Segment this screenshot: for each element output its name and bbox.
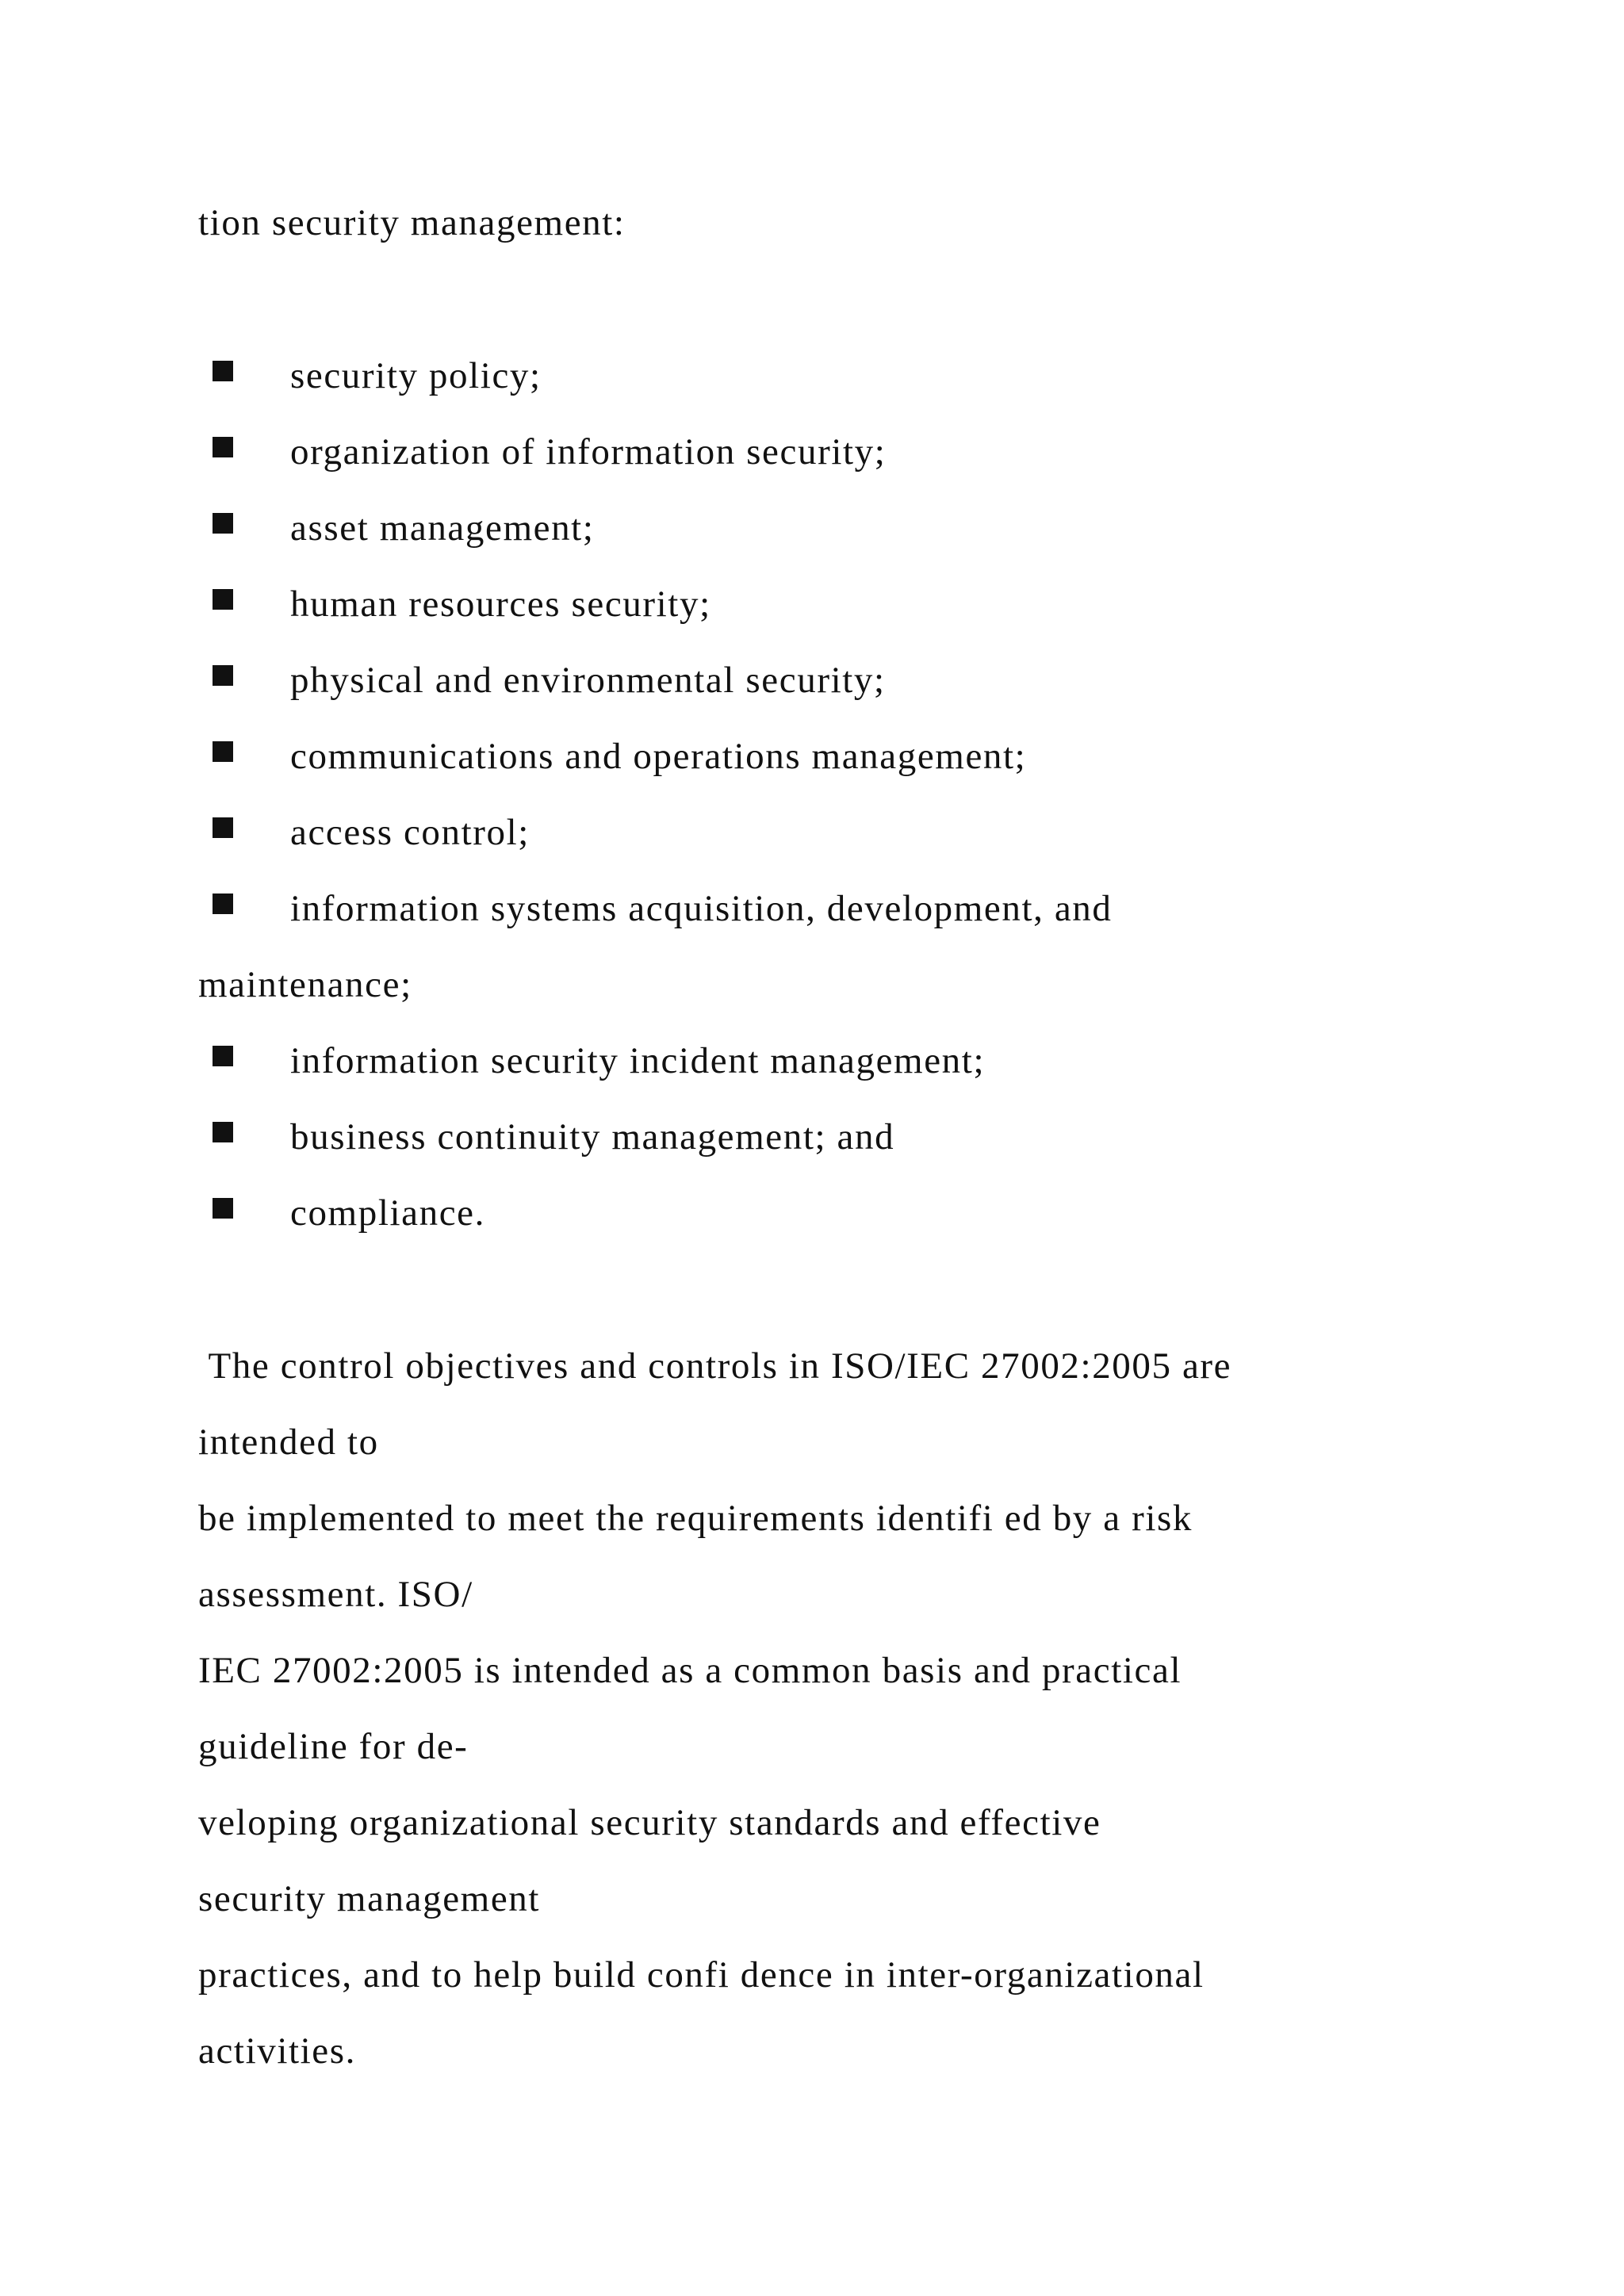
square-bullet-icon: [213, 361, 233, 381]
list-item: [198, 1040, 986, 1090]
list-item: [198, 888, 1113, 938]
list-item-text: security policy;: [290, 355, 542, 396]
square-bullet-icon: [213, 817, 233, 838]
list-item: [198, 660, 886, 710]
paragraph-line: activities.: [198, 2030, 357, 2072]
paragraph-line: practices, and to help build confi dence in inter-organizational: [198, 1954, 1205, 1996]
square-bullet-icon: [213, 665, 233, 686]
square-bullet-icon: [213, 513, 233, 534]
list-item-text: information systems acquisition, development, and: [290, 888, 1113, 929]
paragraph-line: intended to: [198, 1422, 379, 1463]
list-item-text: business continuity management; and: [290, 1116, 895, 1158]
list-item: [198, 812, 530, 862]
list-item-text: communications and operations management;: [290, 736, 1027, 777]
list-item-text: organization of information security;: [290, 431, 887, 473]
paragraph-line: The control objectives and controls in ISO/IEC 27002:2005 are: [198, 1345, 1232, 1387]
square-bullet-icon: [213, 1046, 233, 1066]
paragraph-line: assessment. ISO/: [198, 1574, 473, 1615]
intro-line: tion security management:: [198, 202, 626, 243]
list-item-text: asset management;: [290, 507, 595, 549]
paragraph-line: be implemented to meet the requirements identifi ed by a risk: [198, 1498, 1193, 1539]
square-bullet-icon: [213, 589, 233, 610]
paragraph-line: IEC 27002:2005 is intended as a common basis and practical: [198, 1650, 1182, 1691]
list-item-text: human resources security;: [290, 584, 711, 625]
list-item: [198, 1116, 895, 1166]
list-item-continuation: maintenance;: [198, 964, 412, 1005]
list-item-text: information security incident management;: [290, 1040, 986, 1081]
square-bullet-icon: [213, 1198, 233, 1219]
square-bullet-icon: [213, 741, 233, 762]
list-item: [198, 584, 711, 633]
paragraph-line: security management: [198, 1878, 541, 1919]
list-item-text: access control;: [290, 812, 530, 853]
paragraph-line: veloping organizational security standards and effective: [198, 1802, 1101, 1843]
list-item: [198, 736, 1027, 786]
paragraph-line: guideline for de-: [198, 1726, 469, 1767]
list-item: [198, 507, 595, 557]
list-item: [198, 1192, 485, 1242]
list-item-text: physical and environmental security;: [290, 660, 886, 701]
square-bullet-icon: [213, 1122, 233, 1142]
list-item: [198, 355, 542, 405]
list-item-text: compliance.: [290, 1192, 485, 1234]
list-item: [198, 431, 887, 481]
square-bullet-icon: [213, 894, 233, 914]
square-bullet-icon: [213, 437, 233, 457]
